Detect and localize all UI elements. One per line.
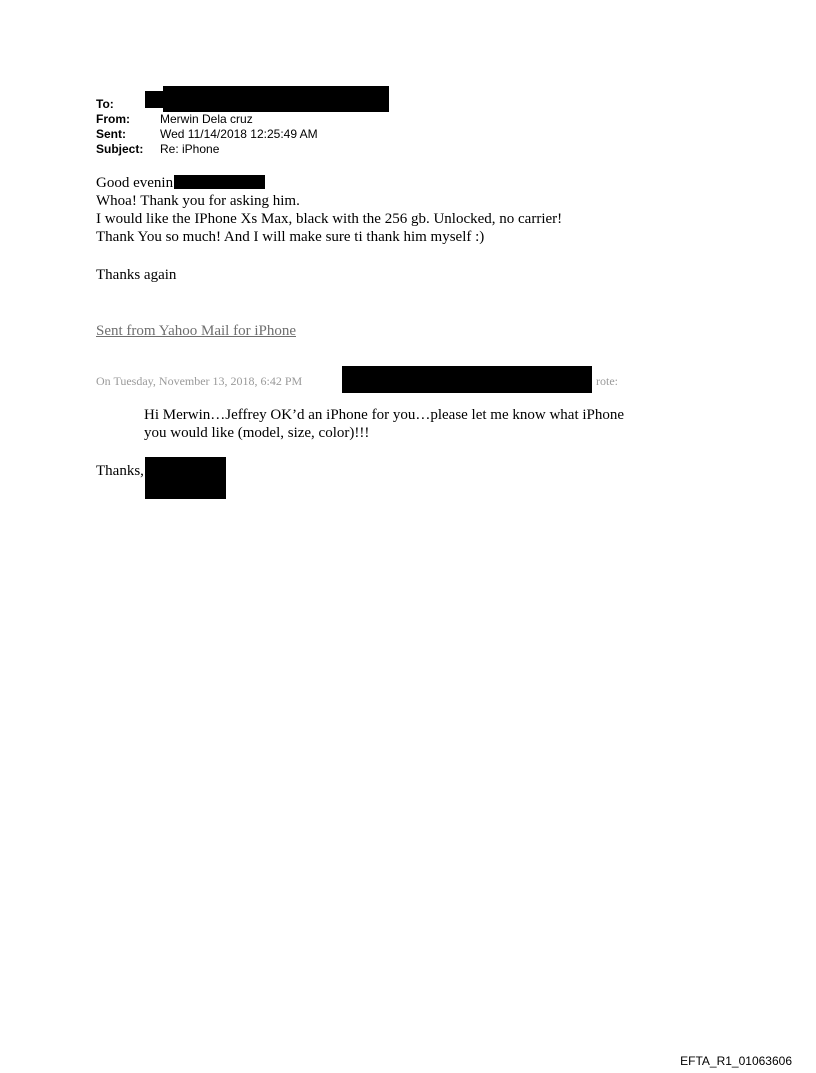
redaction-greeting-name [174,175,265,189]
redaction-quoted-sender [342,366,592,393]
quoted-closing: Thanks, [96,463,144,479]
redaction-to-large [163,86,389,112]
redaction-closing-name [145,457,226,499]
quoted-line-2: you would like (model, size, color)!!! [144,425,370,441]
sent-label: Sent: [96,127,126,141]
document-id: EFTA_R1_01063606 [680,1054,792,1068]
greeting-line: Good evenin [96,175,174,191]
subject-row [96,142,318,157]
body-line-1: Whoa! Thank you for asking him. [96,193,300,209]
body-line-3: Thank You so much! And I will make sure ti thank him myself :) [96,229,485,245]
subject-value: Re: iPhone [160,142,220,156]
quoted-attribution-suffix: rote: [596,374,618,388]
quoted-line-1: Hi Merwin…Jeffrey OK’d an iPhone for you…please let me know what iPhone [144,407,625,423]
subject-label: Subject: [96,142,144,156]
from-label: From: [96,112,130,126]
to-label: To: [96,97,114,111]
quoted-attribution-prefix: On Tuesday, November 13, 2018, 6:42 PM [96,374,303,388]
yahoo-mail-signature-link[interactable]: Sent from Yahoo Mail for iPhone [96,323,296,339]
sent-value: Wed 11/14/2018 12:25:49 AM [160,127,318,141]
from-row [96,112,318,127]
sent-row [96,127,318,142]
redaction-to-small [145,91,164,108]
thanks-again-line: Thanks again [96,267,177,283]
from-value: Merwin Dela cruz [160,112,253,126]
body-line-2: I would like the IPhone Xs Max, black with the 256 gb. Unlocked, no carrier! [96,211,563,227]
